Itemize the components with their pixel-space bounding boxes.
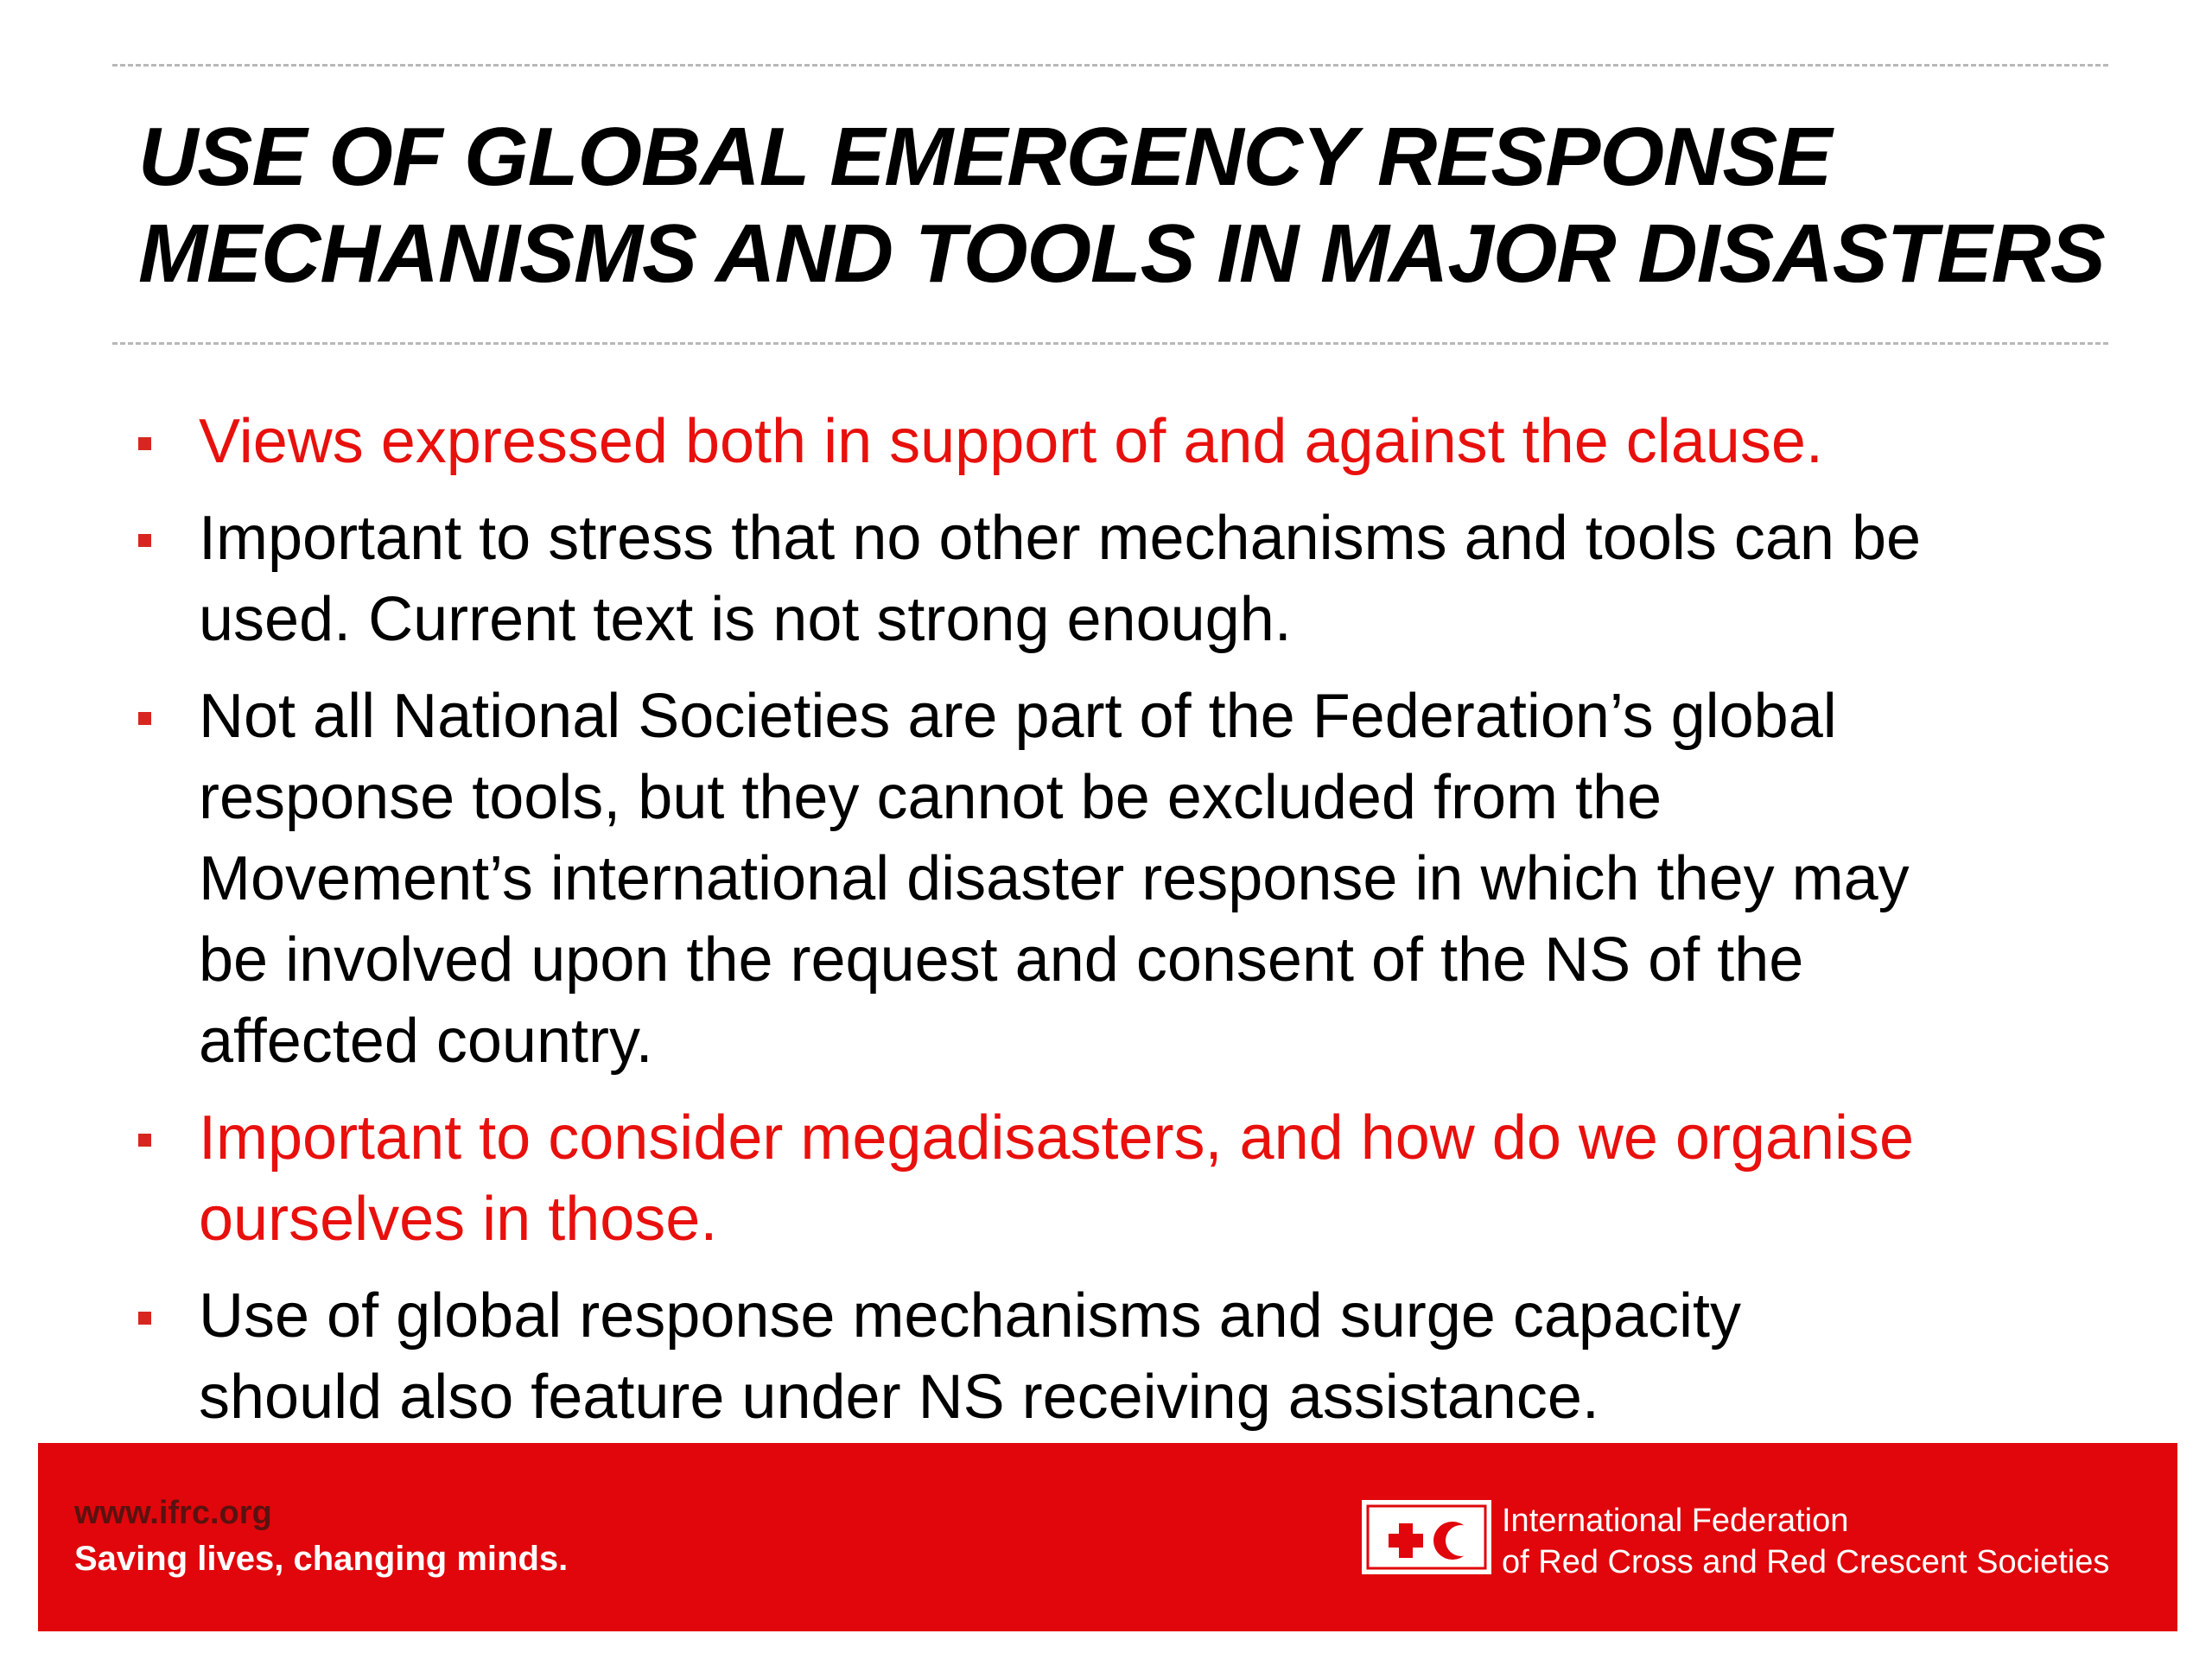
bullet-text-line: should also feature under NS receiving assistance. — [199, 1363, 1599, 1432]
title-divider — [112, 342, 2108, 345]
slide-title-line: MECHANISMS AND TOOLS IN MAJOR DISASTERS — [138, 207, 2105, 300]
bullet-item — [138, 498, 2126, 660]
bullet-item — [138, 1097, 2126, 1260]
bullet-square-icon — [138, 437, 151, 450]
bullet-text-line: Movement’s international disaster response in which they may — [199, 844, 1910, 913]
organization-name-line: of Red Cross and Red Crescent Societies — [1502, 1544, 2110, 1580]
bullet-list — [138, 401, 2126, 1453]
footer-tagline: Saving lives, changing minds. — [74, 1540, 569, 1578]
bullet-text-line: Use of global response mechanisms and surge capacity — [199, 1281, 1741, 1351]
organization-name — [1502, 1500, 2109, 1583]
bullet-item — [138, 401, 2126, 482]
bullet-text-line: be involved upon the request and consent of the NS of the — [199, 925, 1804, 995]
footer-banner — [38, 1443, 2177, 1631]
bullet-text-line: response tools, but they cannot be excluded from the — [199, 763, 1662, 832]
slide-title-line: USE OF GLOBAL EMERGENCY RESPONSE — [138, 111, 1832, 203]
bullet-item — [138, 1275, 2126, 1438]
bullet-text-line: used. Current text is not strong enough. — [199, 585, 1292, 654]
bullet-square-icon — [138, 712, 151, 725]
organization-name-line: International Federation — [1502, 1503, 1849, 1539]
bullet-item — [138, 676, 2126, 1082]
bullet-text-line: Not all National Societies are part of the Federation’s global — [199, 682, 1837, 751]
bullet-text-line: Views expressed both in support of and against the clause. — [199, 407, 1823, 476]
bullet-square-icon — [138, 1134, 151, 1147]
website-link[interactable]: www.ifrc.org — [74, 1495, 272, 1531]
top-divider — [112, 64, 2108, 67]
slide-title — [138, 109, 2126, 302]
bullet-text-line: Important to stress that no other mechanisms and tools can be — [199, 504, 1922, 573]
bullet-text-line: ourselves in those. — [199, 1185, 718, 1254]
bullet-square-icon — [138, 534, 151, 547]
bullet-square-icon — [138, 1312, 151, 1325]
bullet-text-line: Important to consider megadisasters, and how do we organise — [199, 1103, 1915, 1173]
emblem-graphic — [1364, 1503, 1489, 1572]
bullet-text-line: affected country. — [199, 1007, 653, 1076]
ifrc-logo-icon — [1362, 1500, 1491, 1574]
